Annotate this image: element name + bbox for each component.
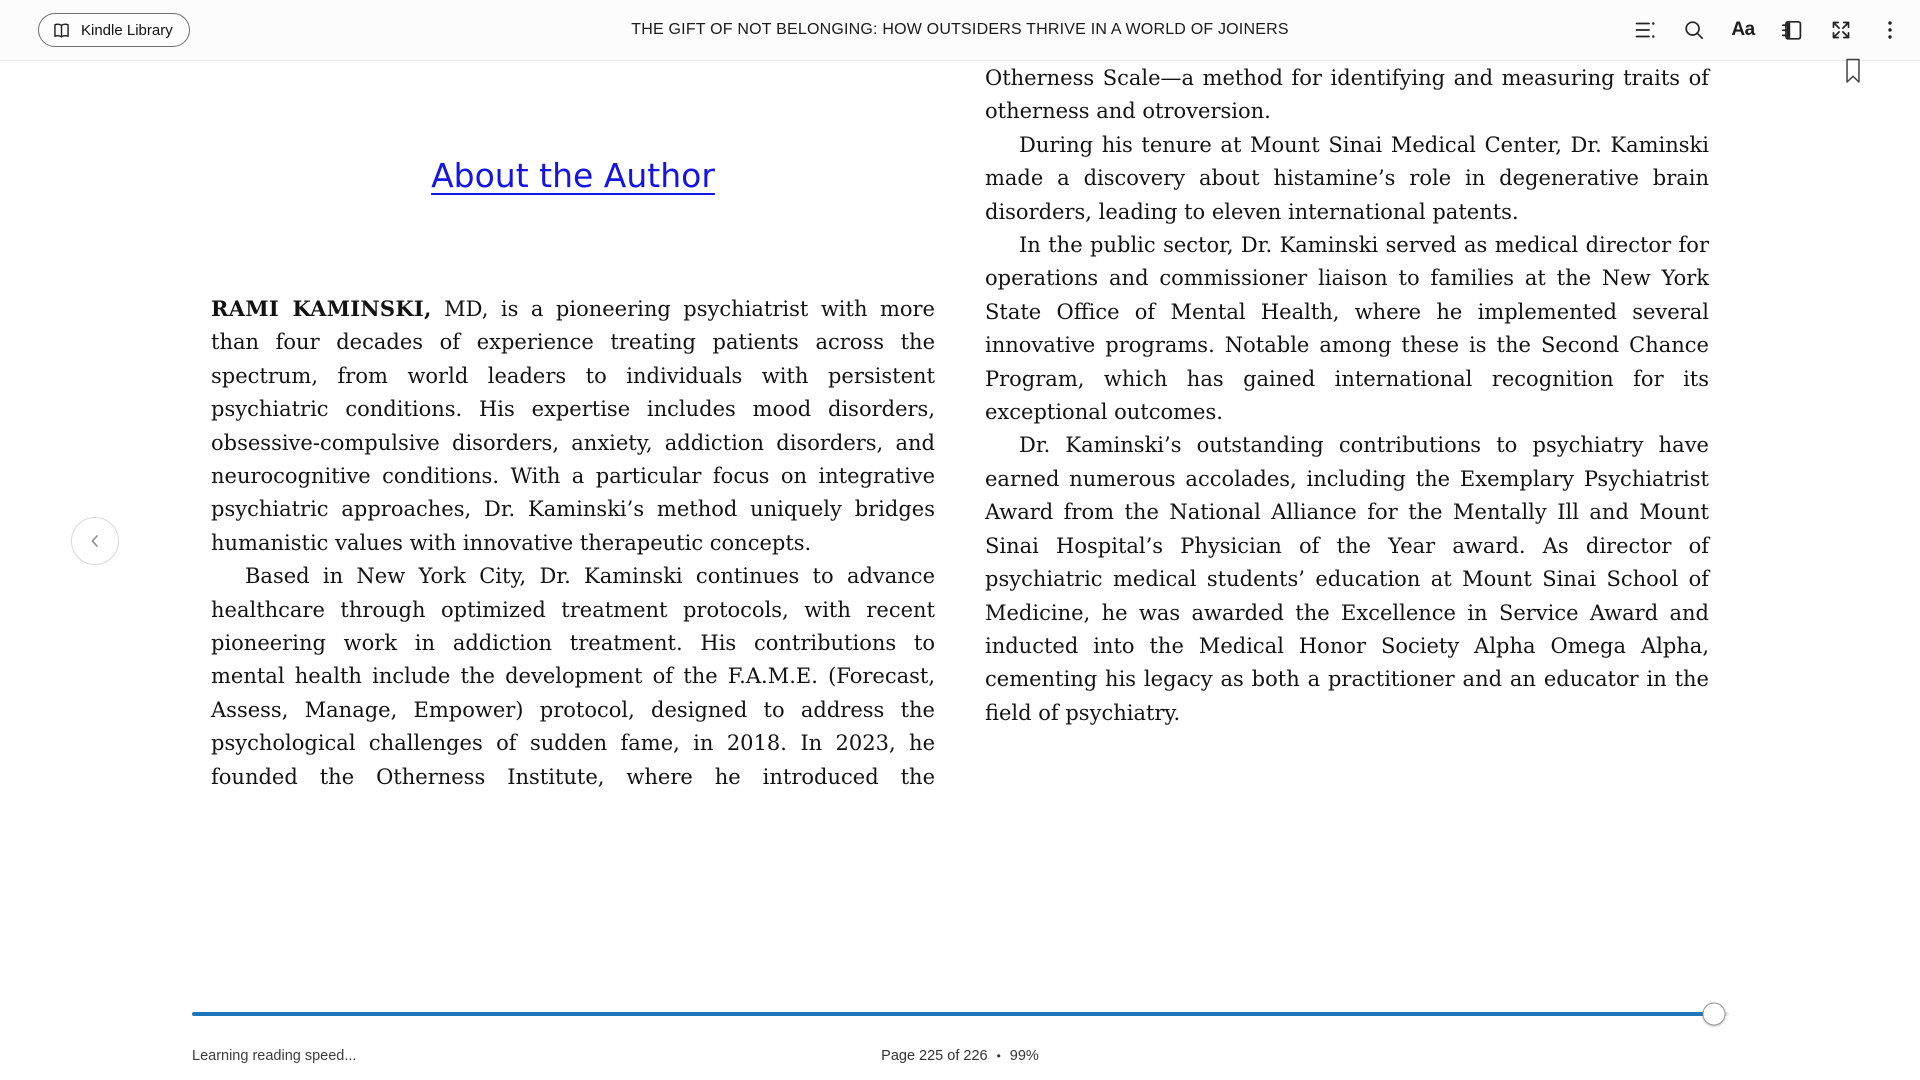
- book-title: THE GIFT OF NOT BELONGING: HOW OUTSIDERS THRIVE IN A WORLD OF JOINERS: [631, 21, 1289, 38]
- font-settings-button[interactable]: [1729, 16, 1757, 44]
- separator-dot: •: [996, 1049, 1001, 1063]
- topbar: [0, 0, 1920, 61]
- paragraph-public-sector: In the public sector, Dr. Kaminski served as medical director for operations and commissioner liaison to families at the New York State Office of Mental Health, where he implemented several innovative programs. Notable among these is the Second Chance Program, which has gained international recognition for its exceptional outcomes.: [985, 233, 1709, 425]
- paragraph-author-intro: [211, 292, 935, 560]
- progress-bar[interactable]: [192, 1012, 1729, 1016]
- toolbar-icons: [1631, 0, 1904, 60]
- paragraph-accolades: Dr. Kaminski’s outstanding contributions to psychiatry have earned numerous accolades, including the Exemplary Psychiatrist Award from the National Alliance for the Mentally Ill and Mount Sinai Hospital’s Physician of the Year award. As director of psychiatric medical students’ education at Mount Sinai School of Medicine, he was awarded the Excellence in Service Award and inducted into the Medical Honor Society Alpha Omega Alpha, cementing his legacy as both a practitioner and an educator in the field of psychiatry.: [985, 433, 1709, 725]
- progress-fill: [192, 1012, 1714, 1016]
- toc-icon: [1633, 18, 1657, 42]
- reading-speed-status: Learning reading speed...: [192, 1048, 357, 1064]
- search-icon: [1682, 18, 1706, 42]
- chapter-heading-link[interactable]: About the Author: [431, 156, 715, 195]
- more-options-button[interactable]: [1876, 16, 1904, 44]
- font-settings-icon: Aa: [1731, 19, 1755, 40]
- paragraph-based-in-ny: Based in New York City, Dr. Kaminski continues to advance healthcare through optimized treatment protocols, with recent pioneering work in addiction treatment. His contributions to mental health include the development of the F.A.M.E. (Forecast, Assess, Manage, Empower) protocol, designed to address the psychological challenges of sudden fame, in 2018. In 2023, he founded the Otherness Institute, where he introduced the: [211, 564, 935, 789]
- paragraph-otherness-scale: Otherness Scale—a method for identifying and measuring traits of otherness and otroversion.: [985, 66, 1709, 124]
- previous-page-button[interactable]: [71, 517, 119, 565]
- toc-button[interactable]: [1631, 16, 1659, 44]
- author-name: RAMI KAMINSKI,: [211, 296, 432, 321]
- search-button[interactable]: [1680, 16, 1708, 44]
- percent-label: 99%: [1009, 1048, 1039, 1064]
- fullscreen-icon: [1829, 18, 1853, 42]
- kindle-library-button[interactable]: [38, 13, 190, 47]
- paragraph-mount-sinai: During his tenure at Mount Sinai Medical Center, Dr. Kaminski made a discovery about histamine’s role in degenerative brain disorders, leading to eleven international patents.: [985, 132, 1709, 224]
- notebook-button[interactable]: [1778, 16, 1806, 44]
- chapter-heading: [211, 156, 935, 196]
- left-column: [211, 60, 935, 794]
- page-status: [881, 1048, 1039, 1064]
- fullscreen-button[interactable]: [1827, 16, 1855, 44]
- page-count-label: Page 225 of 226: [881, 1048, 988, 1064]
- library-button-label: Kindle Library: [81, 21, 173, 39]
- bookmark-button[interactable]: [1842, 56, 1864, 89]
- progress-thumb[interactable]: [1702, 1003, 1725, 1026]
- paragraph-author-intro-text: MD, is a pioneering psychiatrist with more than four decades of experience treating patients across the spectrum, from world leaders to individuals with persistent psychiatric conditions. His expertise includes mood disorders, obsessive-compulsive disorders, anxiety, addiction disorders, and neurocognitive conditions. With a particular focus on integrative psychiatric approaches, Dr. Kaminski’s method uniquely bridges humanistic values with innovative therapeutic concepts.: [211, 297, 935, 555]
- open-book-icon: [51, 20, 72, 41]
- more-options-icon: [1878, 18, 1902, 42]
- chevron-left-icon: [83, 529, 107, 553]
- notebook-icon: [1780, 18, 1804, 42]
- bookmark-icon: [1842, 56, 1864, 86]
- right-column: [985, 62, 1709, 730]
